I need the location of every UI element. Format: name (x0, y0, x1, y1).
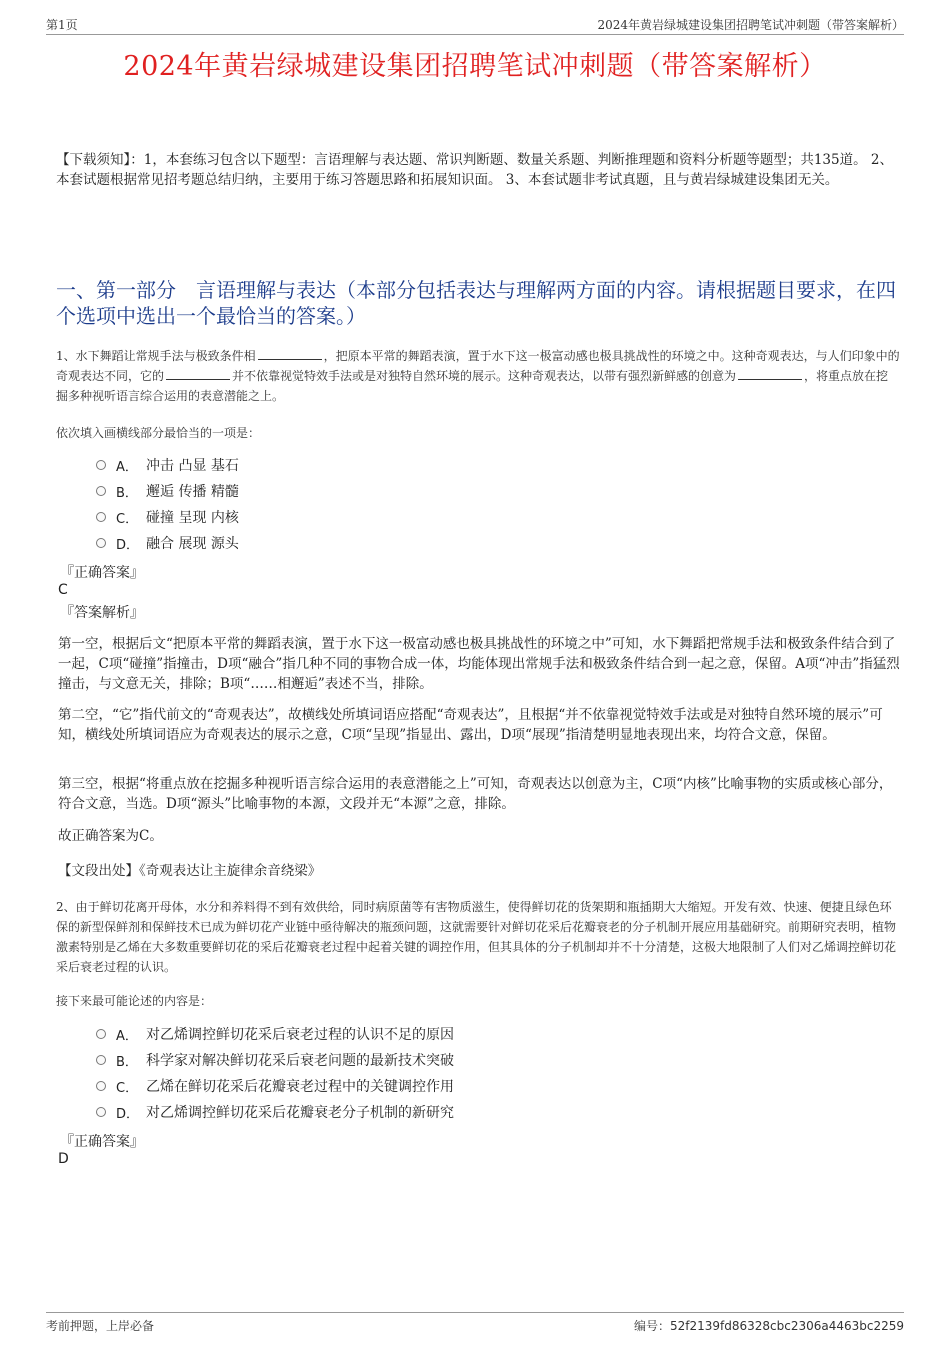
page-header (46, 14, 904, 35)
option-d[interactable]: D． 融合 展现 源头 (96, 530, 239, 556)
blank-1 (258, 347, 322, 360)
question-1-options (96, 452, 239, 556)
analysis-paragraph-1: 第一空，根据后文“把原本平常的舞蹈表演，置于水下这一极富动感也极具挑战性的环境之中”可知，水下舞蹈把常规手法和极致条件结合到了一起，C项“碰撞”指撞击，D项“融合”指几种不同的事物合成一体，均能体现出常规手法和极致条件结合到一起之意，保留。A项“冲击”指猛烈撞击，与文意无关，排除；B项“……相邂逅”表述不当，排除。 (58, 636, 900, 692)
option-c[interactable]: C． 乙烯在鲜切花采后花瓣衰老过程中的关键调控作用 (96, 1073, 454, 1099)
passage-source: 【文段出处】《奇观表达让主旋律余音绕梁》 (58, 863, 322, 879)
radio-icon[interactable] (96, 1029, 106, 1039)
page-number: 第1页 (46, 18, 78, 32)
analysis-paragraph-2: 第二空，“它”指代前文的“奇观表达”，故横线处所填词语应搭配“奇观表达”，且根据“并不依靠视觉特效手法或是对独特自然环境的展示”可知，横线处所填词语应为奇观表达的展示之意，C项“呈现”指显出、露出，D项“展现”指清楚明显地表现出来，均符合文意，保留。 (58, 707, 883, 743)
radio-icon[interactable] (96, 486, 106, 496)
correct-answer-label: 『正确答案』 (60, 1134, 144, 1150)
radio-icon[interactable] (96, 1055, 106, 1065)
header-doc-title: 2024年黄岩绿城建设集团招聘笔试冲刺题（带答案解析） (597, 18, 904, 32)
question-1-text: 1、水下舞蹈让常规手法与极致条件相 ，把原本平常的舞蹈表演，置于水下这一极富动感也极具挑战性的环境之中。这种奇观表达，与人们印象中的奇观表达不同，它的 并不依靠视觉特效手法或是对独特自然环境的展示。这种奇观表达，以带有强烈新鲜感的创意为 ，将重点放在挖掘多种视听语言综合运用的表意潜能之上。 (56, 349, 900, 403)
blank-3 (738, 367, 802, 380)
question-2-prompt: 接下来最可能论述的内容是： (56, 994, 213, 1008)
option-b[interactable]: B． 科学家对解决鲜切花采后衰老问题的最新技术突破 (96, 1047, 454, 1073)
analysis-conclusion: 故正确答案为C。 (58, 828, 163, 844)
correct-answer-label: 『正确答案』 (60, 565, 144, 581)
option-c[interactable]: C． 碰撞 呈现 内核 (96, 504, 239, 530)
option-a[interactable]: A． 冲击 凸显 基石 (96, 452, 239, 478)
radio-icon[interactable] (96, 1081, 106, 1091)
download-notice: 【下载须知】：1，本套练习包含以下题型：言语理解与表达题、常识判断题、数量关系题、判断推理题和资料分析题等题型；共135道。 2、本套试题根据常见招考题总结归纳，主要用于练习答题思路和拓展知识面。 3、本套试题非考试真题，且与黄岩绿城建设集团无关。 (56, 152, 893, 188)
footer-slogan: 考前押题，上岸必备 (46, 1319, 155, 1333)
question-1-prompt: 依次填入画横线部分最恰当的一项是： (56, 426, 261, 440)
section-heading: 一、第一部分 言语理解与表达（本部分包括表达与理解两方面的内容。请根据题目要求，在四个选项中选出一个最恰当的答案。） (56, 278, 896, 328)
page-title: 2024年黄岩绿城建设集团招聘笔试冲刺题（带答案解析） (123, 51, 827, 82)
footer-code: 编号：52f2139fd86328cbc2306a4463bc2259 (633, 1319, 904, 1333)
radio-icon[interactable] (96, 512, 106, 522)
option-b[interactable]: B． 邂逅 传播 精髓 (96, 478, 239, 504)
analysis-label: 『答案解析』 (60, 605, 144, 621)
page-footer (46, 1312, 904, 1335)
radio-icon[interactable] (96, 538, 106, 548)
blank-2 (166, 367, 230, 380)
question-2-text: 2、由于鲜切花离开母体，水分和养料得不到有效供给，同时病原菌等有害物质滋生，使得鲜切花的货架期和瓶插期大大缩短。开发有效、快速、便捷且绿色环保的新型保鲜剂和保鲜技术已成为鲜切花产业链中亟待解决的瓶颈问题，这就需要针对鲜切花采后花瓣衰老的分子机制开展应用基础研究。前期研究表明，植物激素特别是乙烯在大多数重要鲜切花的采后花瓣衰老过程中起着关键的调控作用，但其具体的分子机制却并不十分清楚，这极大地限制了人们对乙烯调控鲜切花采后衰老过程的认识。 (56, 900, 897, 974)
radio-icon[interactable] (96, 460, 106, 470)
option-a[interactable]: A． 对乙烯调控鲜切花采后衰老过程的认识不足的原因 (96, 1021, 454, 1047)
analysis-paragraph-3: 第三空，根据“将重点放在挖掘多种视听语言综合运用的表意潜能之上”可知，奇观表达以创意为主，C项“内核”比喻事物的实质或核心部分，符合文意，当选。D项“源头”比喻事物的本源，文段并无“本源”之意，排除。 (58, 776, 893, 812)
radio-icon[interactable] (96, 1107, 106, 1117)
option-d[interactable]: D． 对乙烯调控鲜切花采后花瓣衰老分子机制的新研究 (96, 1099, 454, 1125)
correct-answer: C (58, 582, 68, 598)
question-2-options (96, 1021, 454, 1125)
correct-answer: D (58, 1151, 69, 1167)
